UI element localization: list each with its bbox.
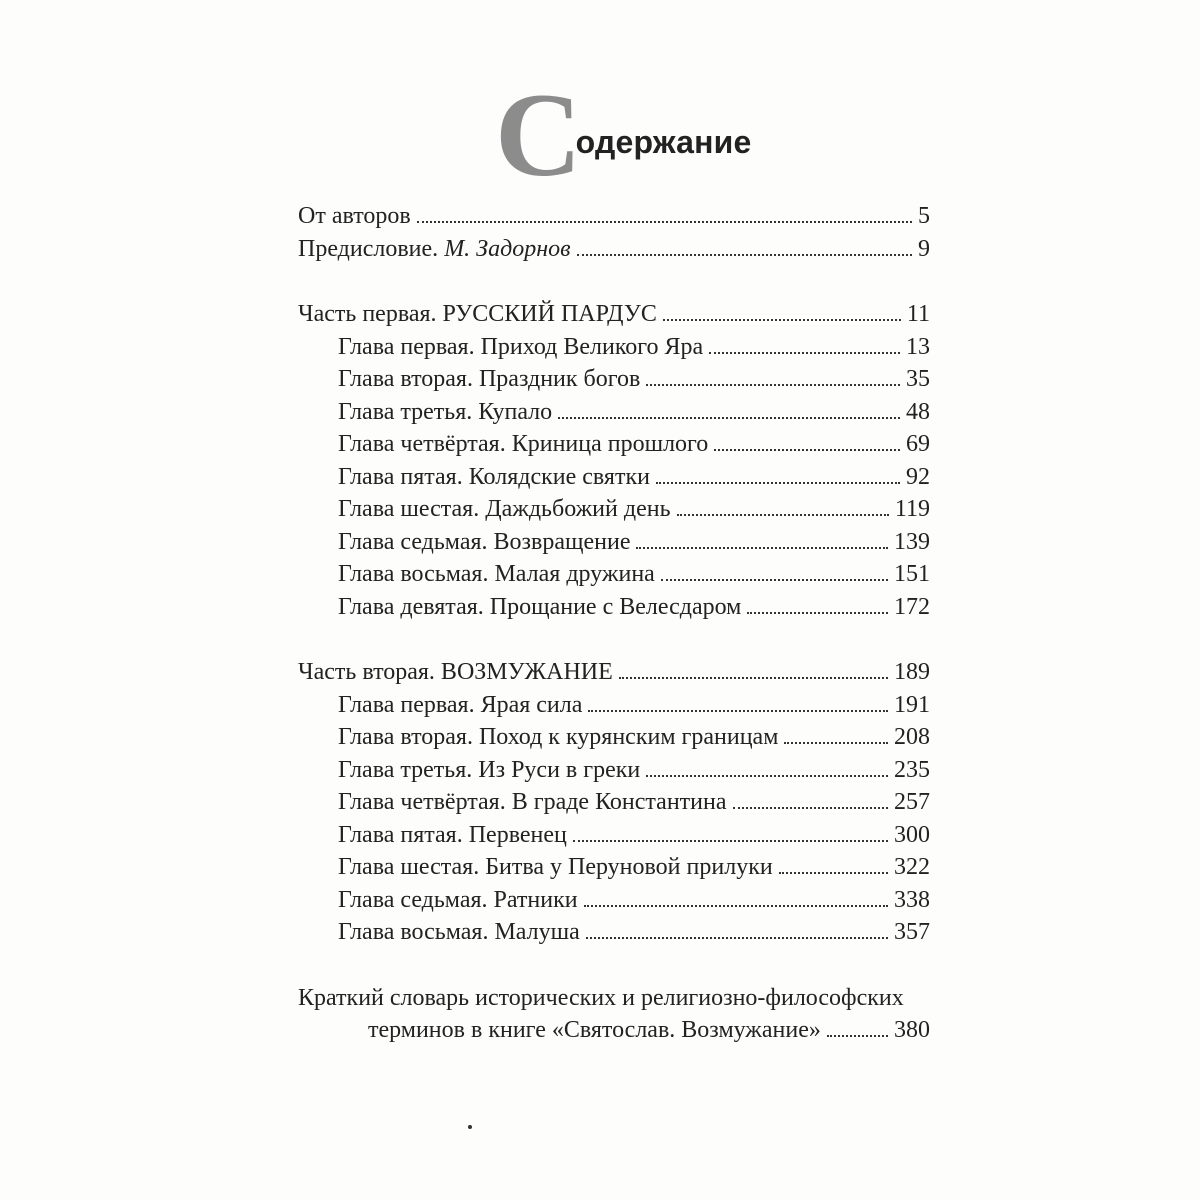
toc-chapter-entry[interactable] [298, 689, 930, 722]
toc-entry-label: Глава седьмая. Возвращение [338, 528, 631, 555]
dot-leader [779, 872, 888, 874]
toc-chapter-entry[interactable] [298, 916, 930, 949]
toc-page-number: 338 [894, 886, 930, 913]
toc-page-number: 151 [894, 561, 930, 587]
dot-leader [714, 449, 900, 451]
title-rest: одержание [575, 124, 752, 160]
toc-page-number: 235 [894, 756, 930, 783]
toc-entry-label: Глава третья. Из Руси в греки [338, 756, 641, 783]
dot-leader [747, 612, 888, 614]
toc-part-entry[interactable] [298, 233, 930, 266]
toc-page-number: 191 [894, 691, 930, 718]
toc-entry-label: Глава шестая. Даждьбожий день [338, 496, 671, 522]
toc-page-number: 92 [906, 463, 930, 490]
toc-page-number: 300 [894, 821, 930, 848]
toc-entry-label: Глава четвёртая. В граде Константина [338, 789, 727, 815]
toc-entry-label: Предисловие. М. Задорнов [298, 235, 571, 262]
toc-page-number: 5 [918, 203, 930, 229]
toc-page-number: 35 [906, 366, 930, 392]
print-mark [468, 1125, 472, 1129]
toc-page-number: 257 [894, 789, 930, 815]
toc-page-number: 139 [894, 528, 930, 555]
dot-leader [588, 710, 888, 712]
dot-leader [733, 807, 889, 809]
toc-chapter-entry[interactable] [298, 591, 930, 624]
toc-page-number: 380 [894, 1016, 930, 1043]
dot-leader [417, 221, 912, 223]
page-title [495, 68, 752, 201]
toc-entry-label: Глава вторая. Поход к курянским границам [338, 724, 779, 750]
dot-leader [661, 579, 888, 581]
toc-chapter-entry[interactable] [298, 851, 930, 884]
toc-entry-label: Часть первая. РУССКИЙ ПАРДУС [298, 301, 657, 327]
toc-page-number: 9 [918, 235, 930, 262]
toc-entry-label: Глава девятая. Прощание с Велесдаром [338, 593, 742, 620]
toc-page-number: 322 [894, 854, 930, 880]
toc-page-number: 48 [906, 398, 930, 425]
toc-chapter-entry[interactable] [298, 558, 930, 591]
toc-entry-label: Глава третья. Купало [338, 398, 553, 425]
toc-chapter-entry[interactable] [298, 493, 930, 526]
toc-page-number: 11 [906, 301, 930, 327]
toc-chapter-entry[interactable] [298, 428, 930, 461]
drop-cap: С [495, 68, 582, 201]
section-gap [298, 265, 930, 298]
toc-entry-label: Глава пятая. Колядские святки [338, 463, 650, 490]
toc-part-entry[interactable] [298, 200, 930, 233]
toc-entry-author: М. Задорнов [444, 235, 571, 262]
dot-leader [586, 937, 888, 939]
toc-entry-label: Глава седьмая. Ратники [338, 886, 578, 913]
toc-entry-label: Глава четвёртая. Криница прошлого [338, 431, 709, 457]
dot-leader [709, 352, 900, 354]
toc-chapter-entry[interactable] [298, 884, 930, 917]
toc-chapter-entry[interactable] [298, 331, 930, 364]
toc-entry-label: Глава первая. Приход Великого Яра [338, 333, 704, 360]
toc-part-entry[interactable] [298, 298, 930, 331]
dot-leader [656, 482, 900, 484]
toc-chapter-entry[interactable] [298, 721, 930, 754]
dot-leader [577, 254, 912, 256]
toc-page-number: 13 [906, 333, 930, 360]
toc-chapter-entry[interactable] [298, 786, 930, 819]
toc-entry-label: Глава вторая. Праздник богов [338, 366, 641, 392]
glossary-title-line2: терминов в книге «Святослав. Возмужание» 380 [298, 1014, 930, 1046]
toc-page-number: 189 [894, 659, 930, 685]
toc-entry-label: От авторов [298, 203, 411, 229]
dot-leader [646, 384, 900, 386]
section-gap [298, 949, 930, 982]
toc-page-number: 119 [894, 496, 930, 522]
dot-leader [619, 677, 888, 679]
toc-page-number: 208 [894, 724, 930, 750]
dot-leader [784, 742, 888, 744]
dot-leader [827, 1035, 888, 1037]
dot-leader [663, 319, 901, 321]
toc-part-entry[interactable] [298, 656, 930, 689]
toc-chapter-entry[interactable] [298, 819, 930, 852]
toc-entry-label: Глава пятая. Первенец [338, 821, 567, 848]
glossary-title-line1: Краткий словарь исторических и религиозно-философских [298, 984, 904, 1011]
toc-glossary-entry[interactable] [298, 982, 930, 1046]
toc-entry-label: Глава восьмая. Малая дружина [338, 561, 655, 587]
toc-chapter-entry[interactable] [298, 461, 930, 494]
section-gap [298, 623, 930, 656]
toc-page-number: 69 [906, 431, 930, 457]
toc-chapter-entry[interactable] [298, 396, 930, 429]
dot-leader [677, 514, 889, 516]
dot-leader [646, 775, 888, 777]
toc-entry-label: Глава восьмая. Малуша [338, 919, 580, 945]
toc-page-number: 172 [894, 593, 930, 620]
toc-chapter-entry[interactable] [298, 363, 930, 396]
toc-entry-label: Глава шестая. Битва у Перуновой прилуки [338, 854, 773, 880]
dot-leader [584, 905, 888, 907]
toc-page-number: 357 [894, 919, 930, 945]
toc-chapter-entry[interactable] [298, 754, 930, 787]
table-of-contents [298, 200, 930, 1046]
toc-chapter-entry[interactable] [298, 526, 930, 559]
toc-entry-label: Часть вторая. ВОЗМУЖАНИЕ [298, 659, 613, 685]
toc-entry-label: Глава первая. Ярая сила [338, 691, 583, 718]
dot-leader [636, 547, 888, 549]
dot-leader [558, 417, 900, 419]
dot-leader [573, 840, 888, 842]
